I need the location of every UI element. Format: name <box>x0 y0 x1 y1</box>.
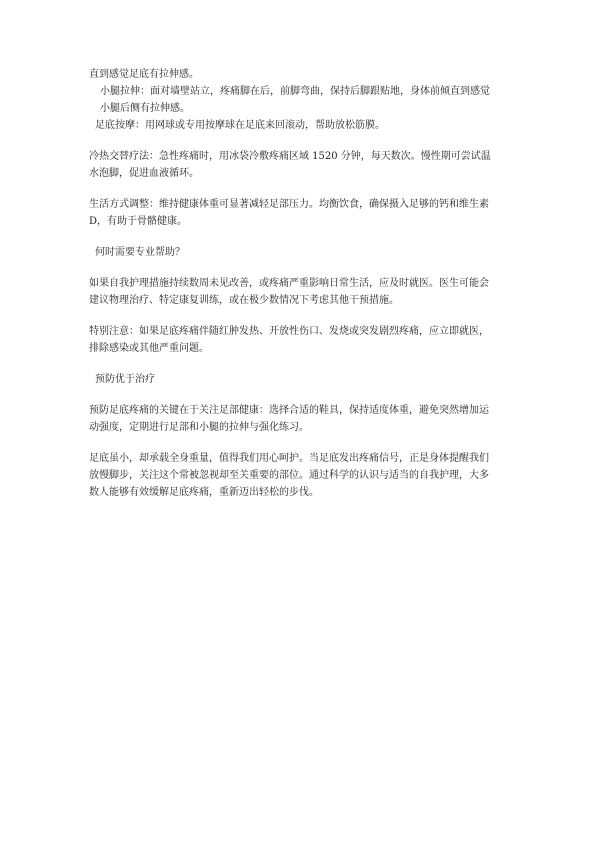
heading-text: 预防优于治疗 <box>95 374 155 385</box>
paragraph-spacer <box>89 436 511 450</box>
text-line: D，有助于骨骼健康。 <box>89 216 188 227</box>
text-line: 足底虽小，却承载全身重量，值得我们用心呵护。当足底发出疼痛信号，正是身体提醒我们 <box>89 453 489 464</box>
text-line: 直到感觉足底有拉伸感。 <box>89 69 199 80</box>
paragraph-spacer <box>89 357 511 371</box>
paragraph-spacer <box>89 230 511 244</box>
paragraph-spacer <box>89 261 511 275</box>
text-line: 生活方式调整：维持健康体重可显著减轻足部压力。均衡饮食，确保摄入足够的钙和维生素 <box>89 199 489 210</box>
text-line: 水泡脚，促进血液循环。 <box>89 168 199 179</box>
text-line: 动强度，定期进行足部和小腿的拉伸与强化练习。 <box>89 422 309 433</box>
paragraph <box>89 402 511 436</box>
text-line: 小腿拉伸：面对墙壁站立，疼痛脚在后，前脚弯曲，保持后脚跟贴地，身体前倾直到感觉 <box>100 86 490 97</box>
paragraph <box>89 148 511 182</box>
text-line: 如果自我护理措施持续数周未见改善，或疼痛严重影响日常生活，应及时就医。医生可能会 <box>89 278 489 289</box>
document-body <box>89 66 511 501</box>
paragraph-spacer <box>89 134 511 148</box>
text-line: 小腿后侧有拉伸感。 <box>100 103 190 114</box>
text-line: 放慢脚步，关注这个常被忽视却至关重要的部位。通过科学的认识与适当的自我护理，大多 <box>89 470 489 481</box>
paragraph-spacer <box>89 309 511 323</box>
paragraph <box>89 275 511 309</box>
section-heading <box>89 371 511 388</box>
paragraph-spacer <box>89 388 511 402</box>
paragraph <box>89 450 511 501</box>
document-page <box>89 66 511 501</box>
paragraph <box>89 323 511 357</box>
text-line: 足底按摩：用网球或专用按摩球在足底来回滚动，帮助放松筋膜。 <box>95 120 385 131</box>
paragraph <box>89 117 511 134</box>
text-line: 数人能够有效缓解足底疼痛，重新迈出轻松的步伐。 <box>89 487 319 498</box>
text-line: 特别注意：如果足底疼痛伴随红肿发热、开放性伤口、发烧或突发剧烈疼痛，应立即就医， <box>89 326 489 337</box>
paragraph <box>89 83 511 117</box>
section-heading <box>89 244 511 261</box>
paragraph-spacer <box>89 182 511 196</box>
text-line: 排除感染或其他严重问题。 <box>89 343 209 354</box>
paragraph <box>89 66 511 83</box>
heading-text: 何时需要专业帮助？ <box>95 247 185 258</box>
text-line: 建议物理治疗、特定康复训练，或在极少数情况下考虑其他干预措施。 <box>89 295 399 306</box>
text-line: 预防足底疼痛的关键在于关注足部健康：选择合适的鞋具，保持适度体重，避免突然增加运 <box>89 405 489 416</box>
paragraph <box>89 196 511 230</box>
text-line: 冷热交替疗法：急性疼痛时，用冰袋冷敷疼痛区域 1520 分钟，每天数次。慢性期可尝试温 <box>89 151 491 162</box>
